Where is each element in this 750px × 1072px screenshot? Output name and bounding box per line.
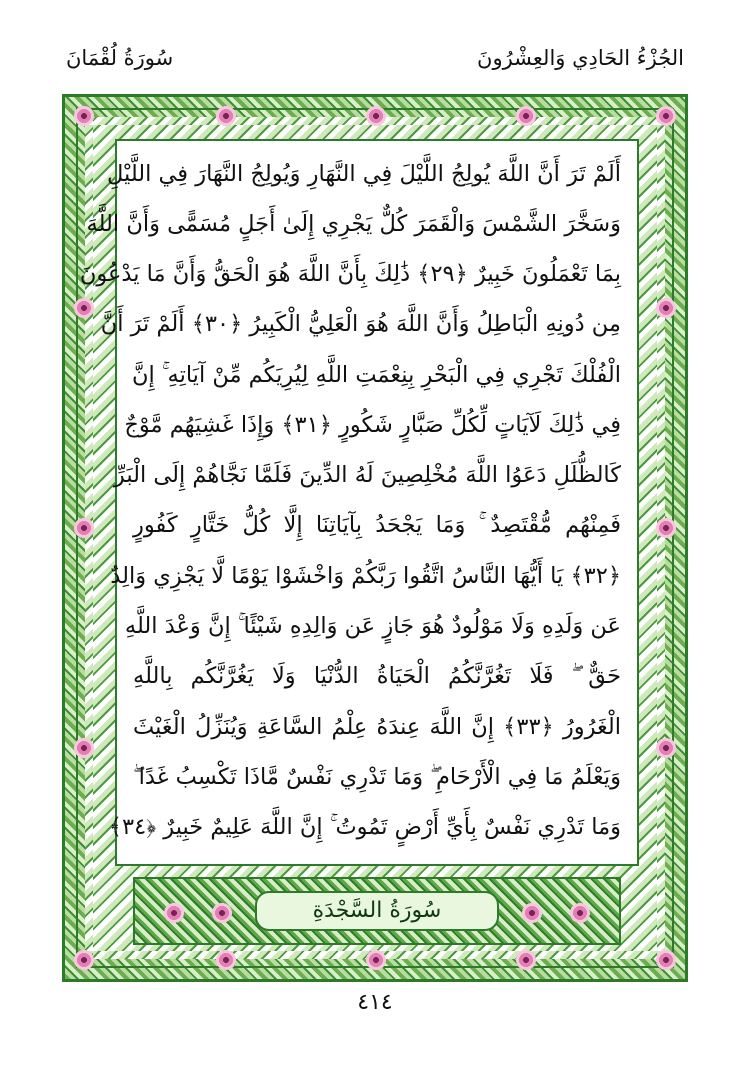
flower-ornament-icon (655, 949, 677, 971)
ornamental-frame (62, 94, 688, 982)
flower-ornament-icon (655, 737, 677, 759)
flower-ornament-icon (73, 517, 95, 539)
flower-ornament-icon (655, 517, 677, 539)
verse-text-panel (79, 139, 639, 866)
flower-ornament-icon (163, 902, 185, 924)
flower-ornament-icon (515, 949, 537, 971)
flower-ornament-icon (211, 902, 233, 924)
verse-line: بِمَا تَعْمَلُونَ خَبِيرٌ ﴿٢٩﴾ ذَٰلِكَ بِأَنَّ اللَّهَ هُوَ الْحَقُّ وَأَنَّ مَا يَدْعُونَ (79, 261, 621, 287)
verse-line: حَقٌّ ۖ فَلَا تَغُرَّنَّكُمُ الْحَيَاةُ الدُّنْيَا وَلَا يَغُرَّنَّكُم بِاللَّهِ (133, 663, 621, 689)
verse-line: كَالظُّلَلِ دَعَوُا اللَّهَ مُخْلِصِينَ لَهُ الدِّينَ فَلَمَّا نَجَّاهُمْ إِلَى الْبَرِّ (113, 462, 621, 488)
flower-ornament-icon (73, 105, 95, 127)
verse-lines (79, 141, 637, 864)
flower-ornament-icon (365, 105, 387, 127)
flower-ornament-icon (73, 297, 95, 319)
flower-ornament-icon (655, 105, 677, 127)
next-surah-title: سُورَةُ السَّجْدَةِ (312, 898, 442, 923)
flower-ornament-icon (215, 949, 237, 971)
flower-ornament-icon (73, 737, 95, 759)
verse-line: فَمِنْهُم مُّقْتَصِدٌ ۚ وَمَا يَجْحَدُ بِآيَاتِنَا إِلَّا كُلُّ خَتَّارٍ كَفُورٍ (133, 512, 621, 538)
verse-line: وَمَا تَدْرِي نَفْسٌ بِأَيِّ أَرْضٍ تَمُوتُ ۚ إِنَّ اللَّهَ عَلِيمٌ خَبِيرٌ ﴿٣٤﴾ (108, 814, 621, 840)
page-number: ٤١٤ (357, 990, 393, 1015)
surah-title-banner (133, 877, 621, 945)
verse-line: الْفُلْكَ تَجْرِي فِي الْبَحْرِ بِنِعْمَتِ اللَّهِ لِيُرِيَكُم مِّنْ آيَاتِهِ ۚ إِنَّ (131, 362, 621, 388)
verse-line: مِن دُونِهِ الْبَاطِلُ وَأَنَّ اللَّهَ هُوَ الْعَلِيُّ الْكَبِيرُ ﴿٣٠﴾ أَلَمْ تَرَ أَنَّ (100, 311, 621, 337)
verse-line: أَلَمْ تَرَ أَنَّ اللَّهَ يُولِجُ اللَّيْلَ فِي النَّهَارِ وَيُولِجُ النَّهَارَ فِي اللَّيْلِ (107, 161, 621, 187)
flower-ornament-icon (521, 902, 543, 924)
flower-ornament-icon (73, 949, 95, 971)
surah-title-cartouche (255, 891, 499, 931)
verse-line: وَيَعْلَمُ مَا فِي الْأَرْحَامِ ۖ وَمَا تَدْرِي نَفْسٌ مَّاذَا تَكْسِبُ غَدًا ۖ (133, 764, 621, 790)
flower-ornament-icon (365, 949, 387, 971)
flower-ornament-icon (569, 902, 591, 924)
juz-header: الجُزْءُ الحَادِي وَالعِشْرُونَ (477, 46, 684, 70)
flower-ornament-icon (215, 105, 237, 127)
flower-ornament-icon (515, 105, 537, 127)
verse-line: فِي ذَٰلِكَ لَآيَاتٍ لِّكُلِّ صَبَّارٍ شَكُورٍ ﴿٣١﴾ وَإِذَا غَشِيَهُم مَّوْجٌ (124, 412, 621, 438)
verse-line: الْغَرُورُ ﴿٣٣﴾ إِنَّ اللَّهَ عِندَهُ عِلْمُ السَّاعَةِ وَيُنَزِّلُ الْغَيْثَ (133, 714, 621, 740)
verse-line: وَسَخَّرَ الشَّمْسَ وَالْقَمَرَ كُلٌّ يَجْرِي إِلَىٰ أَجَلٍ مُسَمًّى وَأَنَّ اللَّهَ (86, 211, 621, 237)
surah-header: سُورَةُ لُقْمَانَ (66, 46, 174, 70)
verse-line: ﴿٣٢﴾ يَا أَيُّهَا النَّاسُ اتَّقُوا رَبَّكُمْ وَاخْشَوْا يَوْمًا لَّا يَجْزِي وَالِدٌ (110, 563, 621, 589)
verse-line: عَن وَلَدِهِ وَلَا مَوْلُودٌ هُوَ جَازٍ عَن وَالِدِهِ شَيْئًا ۚ إِنَّ وَعْدَ اللَّهِ (124, 613, 621, 639)
flower-ornament-icon (655, 297, 677, 319)
